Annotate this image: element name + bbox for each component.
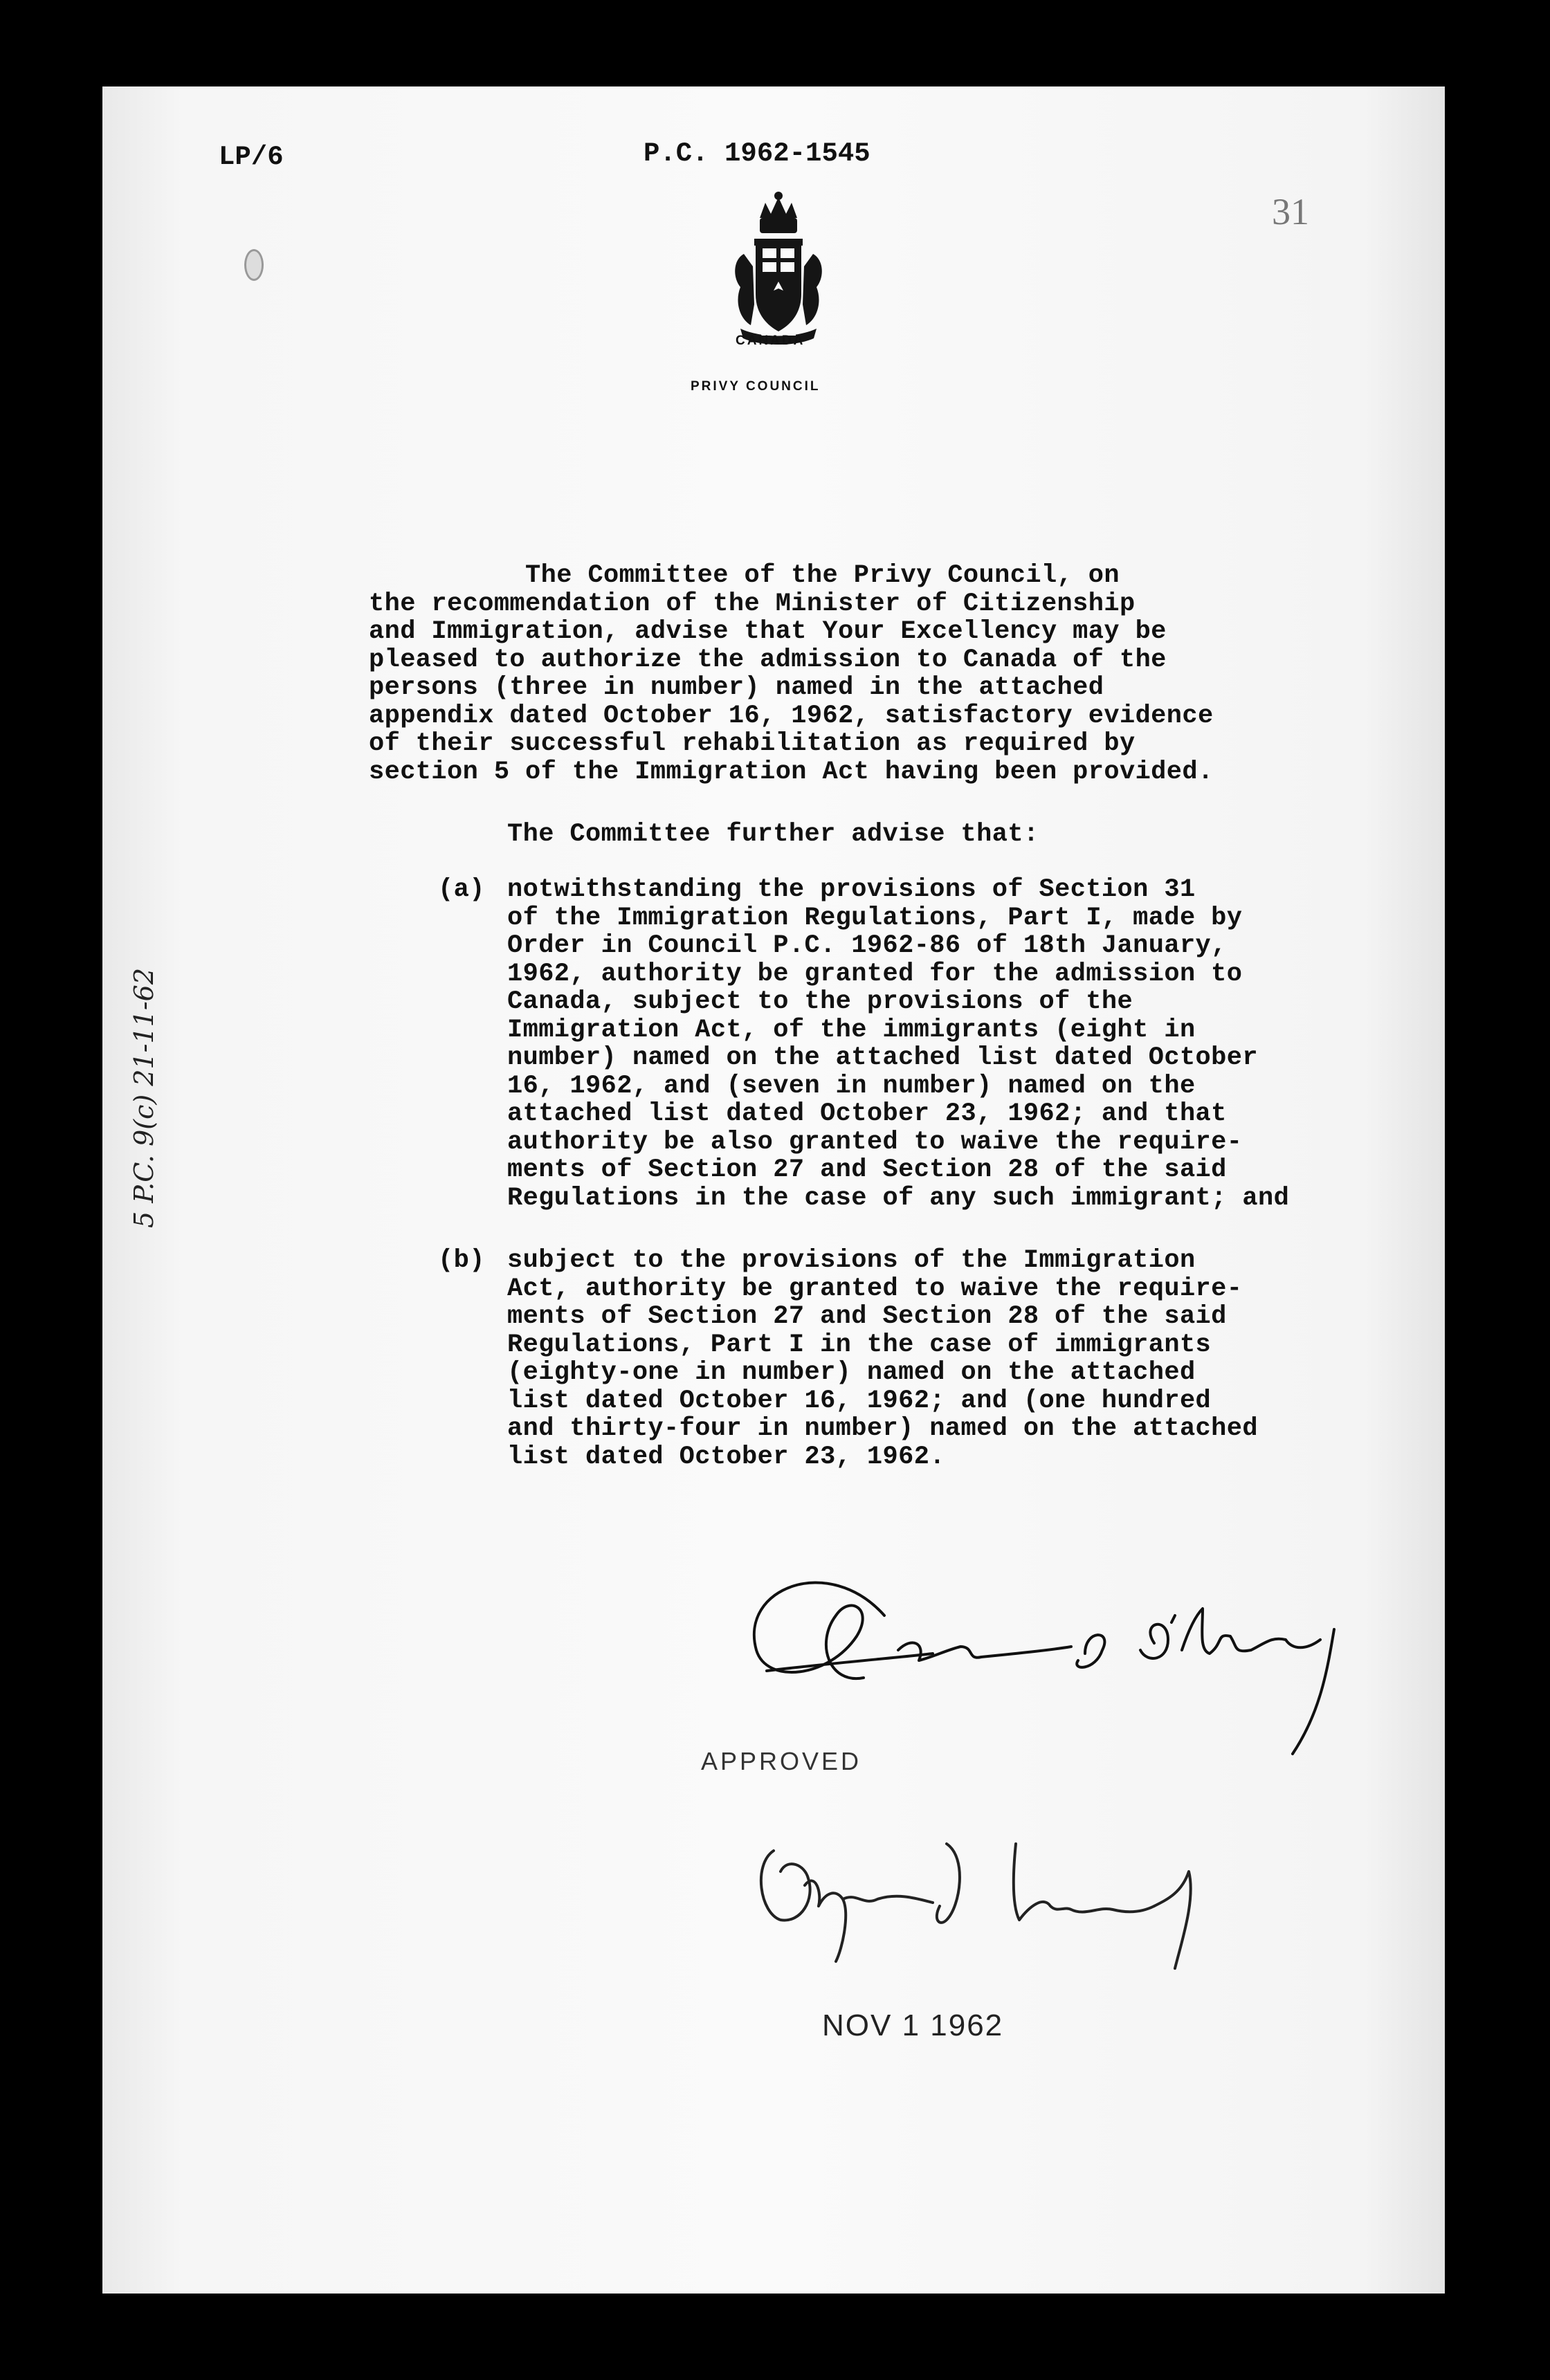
canada-coat-of-arms-icon xyxy=(720,190,837,412)
office-label: PRIVY COUNCIL xyxy=(691,379,821,394)
item-b-text: subject to the provisions of the Immigration Act, authority be granted to waive the require- ments of Section 27 and Section 28 of the said Regulations, Part I in the case of immigrants (eighty-one in number) named on the attached list dated October 16, 1962; and (one hundred and thirty-four in number) named on the attached list dated October 23, 1962. xyxy=(507,1246,1258,1472)
date-stamp: NOV 1 1962 xyxy=(822,2008,1004,2042)
margin-note: 5 P.C. 9(c) 21-11-62 xyxy=(129,967,159,1228)
item-a-text: notwithstanding the provisions of Section 31 of the Immigration Regulations, Part I, made by Order in Council P.C. 1962-86 of 18th January, 1962, authority be granted for the admission to Canada, subject to the provisions of the Immigration Act, of the immigrants (eight in number) named on the attached list dated October 16, 1962, and (seven in number) named on the attached list dated October 23, 1962; and that authority be also granted to waive the require- ments of Section 27 and Section 28 of the said Regulations in the case of any such immigrant; and xyxy=(507,875,1290,1213)
item-b-label: (b) xyxy=(438,1246,485,1275)
further-advise-line: The Committee further advise that: xyxy=(507,820,1039,849)
approved-stamp: APPROVED xyxy=(701,1747,862,1775)
order-number: P.C. 1962-1545 xyxy=(644,138,870,169)
document-page xyxy=(102,86,1445,2294)
item-a-label: (a) xyxy=(438,875,485,904)
country-label: CANADA xyxy=(736,333,805,348)
punch-hole xyxy=(244,249,264,281)
file-reference: LP/6 xyxy=(219,142,284,172)
intro-paragraph: The Committee of the Privy Council, on the recommendation of the Minister of Citizenship and Immigration, advise that Your Excellency may be pleased to authorize the admission to Canada of the persons (three in number) named in the attached appendix dated October 16, 1962, satisfactory evidence of their successful rehabilitation as required by section 5 of the Immigration Act having been provided. xyxy=(369,561,1214,787)
governor-general-signature xyxy=(739,1802,1293,1975)
page-number: 31 xyxy=(1272,191,1309,232)
